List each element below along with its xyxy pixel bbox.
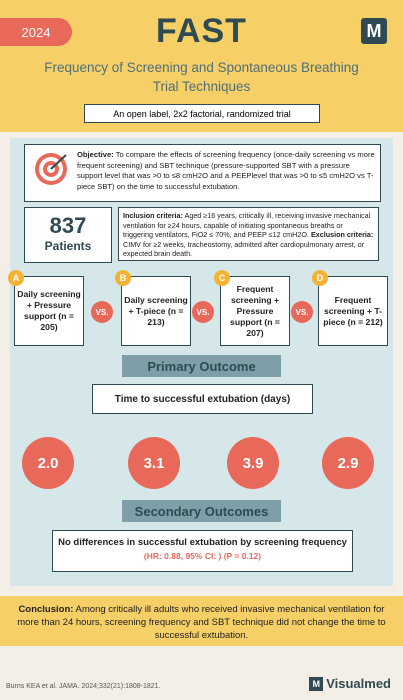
criteria-box bbox=[118, 207, 379, 261]
logo: M bbox=[361, 18, 387, 44]
brand-logo bbox=[309, 676, 391, 691]
arm-b-value: 3.1 bbox=[128, 437, 180, 489]
vs-badge: VS. bbox=[291, 301, 313, 323]
brand-name: Visualmed bbox=[326, 676, 391, 691]
patient-label: Patients bbox=[44, 239, 92, 253]
arm-a-badge: A bbox=[8, 270, 24, 286]
secondary-outcome-stats: (HR: 0.88, 95% CI: ) (P = 0.12) bbox=[143, 551, 262, 561]
arm-d-value: 2.9 bbox=[322, 437, 374, 489]
secondary-outcome-text: No differences in successful extubation by screening frequency bbox=[58, 537, 347, 548]
brand-icon: M bbox=[309, 677, 323, 691]
exclusion-label: Exclusion criteria: bbox=[310, 230, 374, 240]
subtitle: Frequency of Screening and Spontaneous Breathing Trial Techniques bbox=[44, 60, 359, 94]
arm-c-box: Frequent screening + Pressure support (n = 207) bbox=[220, 276, 290, 346]
year-tab: 2024 bbox=[0, 18, 72, 46]
exclusion-text: CIMV for ≥2 weeks, tracheostomy, admitted after cardiopulmonary arrest, or expected brain death. bbox=[123, 239, 365, 259]
secondary-outcome-box bbox=[52, 530, 353, 572]
arm-b-badge: B bbox=[115, 270, 131, 286]
target-icon bbox=[33, 151, 69, 187]
objective-text bbox=[77, 150, 376, 192]
arm-a-value: 2.0 bbox=[22, 437, 74, 489]
arm-c-value: 3.9 bbox=[227, 437, 279, 489]
primary-outcome-heading: Primary Outcome bbox=[122, 355, 281, 377]
conclusion-text bbox=[14, 604, 389, 642]
conclusion-label: Conclusion: bbox=[18, 604, 74, 615]
arm-c-badge: C bbox=[214, 270, 230, 286]
vs-badge: VS. bbox=[91, 301, 113, 323]
citation: Burns KEA et al. JAMA. 2024;332(21):1808-1821. bbox=[6, 683, 161, 690]
objective-body: To compare the effects of screening frequency (once-daily screening vs more frequent screening) and SBT technique (pressure-supported SBT with a pressure support level that was >0 to ≤8 cmH2O and a PEEPlevel that was >0 to ≤5 cmH2O vs T-piece SBT) on the time to successful extubation. bbox=[77, 150, 375, 191]
arm-d-badge: D bbox=[312, 270, 328, 286]
patients-box bbox=[24, 207, 112, 263]
trial-design: An open label, 2x2 factorial, randomized trial bbox=[84, 104, 320, 123]
inclusion-label: Inclusion criteria: bbox=[123, 211, 183, 220]
objective-box bbox=[24, 144, 381, 202]
arm-b-box: Daily screening + T-piece (n = 213) bbox=[121, 276, 191, 346]
patient-count: 837 bbox=[49, 213, 87, 238]
vs-badge: VS. bbox=[192, 301, 214, 323]
conclusion-body: Among critically ill adults who received invasive mechanical ventilation for more than 24 hours, screening frequency and SBT technique did not change the time to successful extubation. bbox=[17, 604, 386, 641]
arm-d-box: Frequent screening + T-piece (n = 212) bbox=[318, 276, 388, 346]
objective-label: Objective: bbox=[77, 150, 114, 159]
secondary-outcomes-heading: Secondary Outcomes bbox=[122, 500, 281, 522]
arm-a-box: Daily screening + Pressure support (n = 205) bbox=[14, 276, 84, 346]
page-title: FAST bbox=[156, 12, 247, 50]
primary-outcome-measure: Time to successful extubation (days) bbox=[92, 384, 313, 414]
inclusion-text: Aged ≥16 years, critically ill, receiving invasive mechanical ventilation for ≥24 hours, capable of initiating spontaneous breaths or triggering ventilators, FiO2 ≤ 70%, and PEEP ≤12 cmH2O. bbox=[123, 211, 371, 240]
